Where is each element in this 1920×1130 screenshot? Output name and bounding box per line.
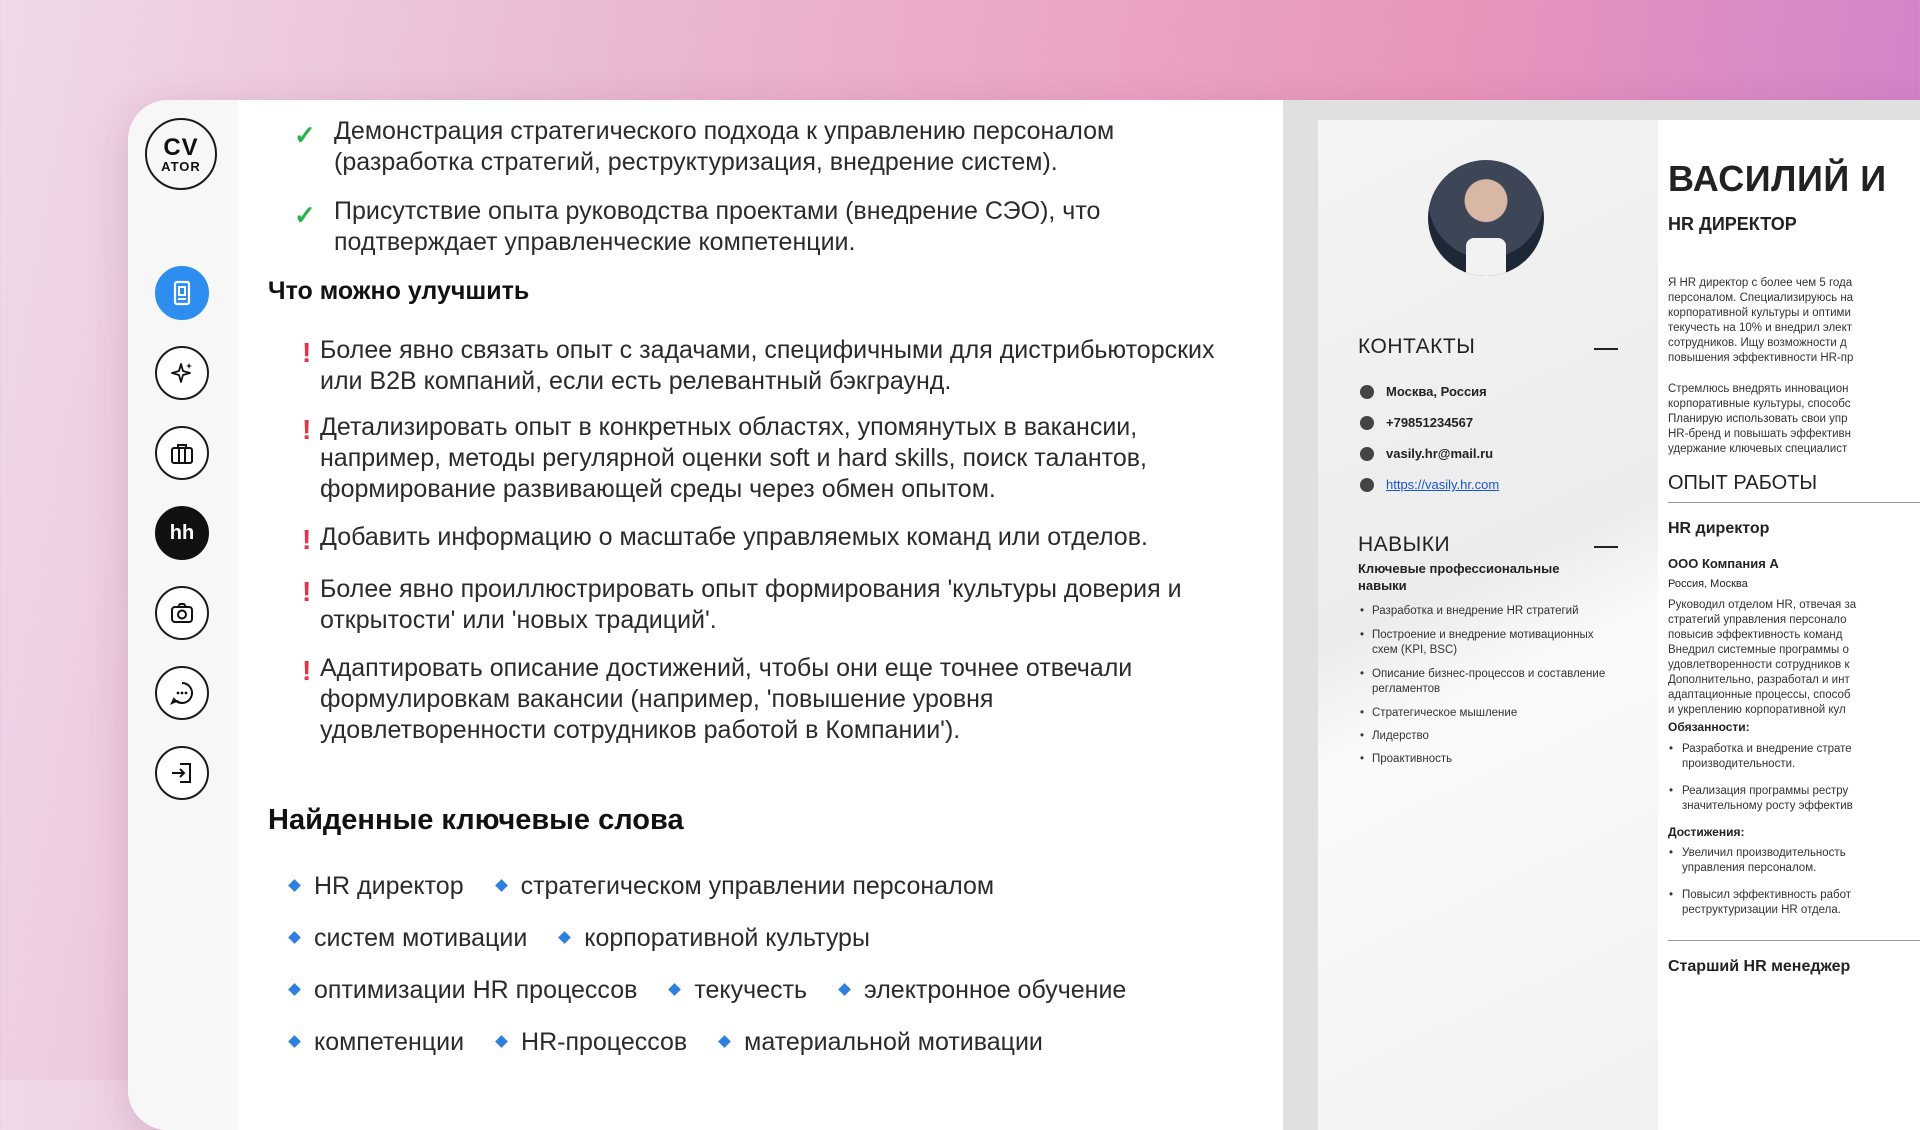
diamond-icon xyxy=(288,1035,301,1048)
keyword-tag xyxy=(720,1028,1043,1057)
diamond-icon xyxy=(718,1035,731,1048)
chat-icon xyxy=(168,679,196,707)
resume-right-column xyxy=(1658,120,1920,1130)
nav-logout-button[interactable] xyxy=(155,746,209,800)
skills-subtitle: Ключевые профессиональные навыки xyxy=(1358,561,1560,593)
logo-text-main: CV xyxy=(163,133,199,161)
collapse-skills-button[interactable] xyxy=(1594,546,1618,548)
warning-icon: ! xyxy=(302,524,312,555)
analysis-panel xyxy=(238,100,1283,1130)
keyword-tag xyxy=(290,1028,464,1057)
achievement-item: • Увеличил производительность управления персоналом. xyxy=(1682,846,1920,876)
company-name: ООО Компания А xyxy=(1668,556,1779,571)
collapse-contacts-button[interactable] xyxy=(1594,348,1618,350)
skill-item: • Построение и внедрение мотивационных схем (KPI, BSC) xyxy=(1372,628,1612,658)
skill-item: • Лидерство xyxy=(1372,729,1612,744)
keyword-text: корпоративной культуры xyxy=(584,924,870,952)
resume-icon xyxy=(168,279,196,307)
divider xyxy=(1668,940,1920,941)
app-window xyxy=(128,100,1920,1130)
resume-summary: Стремлюсь внедрять инновацион корпоративные культуры, способс Планирую использовать свои упр HR-бренд и повышать эффективн удержание ключевых специалист xyxy=(1668,383,1852,455)
keyword-row xyxy=(290,924,896,953)
job-title: HR директор xyxy=(1668,520,1770,537)
improvement-item: Более явно связать опыт с задачами, специфичными для дистрибьюторских или B2B компаний, если есть релевантный бэкграунд. xyxy=(320,336,1215,395)
skill-item: • Проактивность xyxy=(1372,752,1612,767)
hh-icon: hh xyxy=(169,521,195,544)
logout-icon xyxy=(168,759,196,787)
contact-phone: +79851234567 xyxy=(1360,415,1473,430)
experience-heading: ОПЫТ РАБОТЫ xyxy=(1668,472,1818,494)
achievement-item: • Повысил эффективность работ реструктуризации HR отдела. xyxy=(1682,888,1920,918)
keyword-tag xyxy=(290,872,464,901)
contact-city: Москва, Россия xyxy=(1360,384,1487,399)
resume-preview[interactable] xyxy=(1283,100,1920,1130)
location-icon xyxy=(1360,385,1374,399)
resume-left-column xyxy=(1318,120,1658,1130)
diamond-icon xyxy=(838,983,851,996)
nav-photo-button[interactable] xyxy=(155,586,209,640)
skill-item: • Разработка и внедрение HR стратегий xyxy=(1372,604,1612,619)
briefcase-icon xyxy=(168,439,196,467)
keyword-tag xyxy=(560,924,870,953)
keyword-row xyxy=(290,872,1020,901)
strength-item: Демонстрация стратегического подхода к управлению персоналом (разработка стратегий, реструктуризация, внедрение систем). xyxy=(334,117,1115,176)
nav-vacancies-button[interactable] xyxy=(155,426,209,480)
keyword-text: материальной мотивации xyxy=(744,1028,1043,1056)
improve-heading: Что можно улучшить xyxy=(268,277,530,305)
skill-item: • Стратегическое мышление xyxy=(1372,706,1612,721)
nav-resume-button[interactable] xyxy=(155,266,209,320)
resume-role: HR ДИРЕКТОР xyxy=(1668,214,1797,234)
keyword-text: электронное обучение xyxy=(864,976,1127,1004)
logo-text-sub: ATOR xyxy=(161,158,201,174)
diamond-icon xyxy=(558,931,571,944)
keyword-text: стратегическом управлении персоналом xyxy=(520,872,995,900)
keyword-text: оптимизации HR процессов xyxy=(314,976,638,1004)
skills-heading: НАВЫКИ xyxy=(1358,533,1451,556)
keyword-tag xyxy=(670,976,807,1005)
diamond-icon xyxy=(495,1035,508,1048)
improvement-item: Детализировать опыт в конкретных областях, упомянутых в вакансии, например, методы регулярной оценки soft и hard skills, поиск талантов, формирование развивающей среды через обмен опытом. xyxy=(320,413,1147,503)
keyword-text: текучесть xyxy=(694,976,808,1004)
check-icon: ✓ xyxy=(294,120,316,150)
sparkle-icon xyxy=(168,359,196,387)
job-title: Старший HR менеджер xyxy=(1668,958,1851,975)
resume-summary: Я HR директор с более чем 5 года персоналом. Специализируюсь на корпоративной культуры и оптими текучесть на 10% и внедрил элект сотрудников. Ищу возможности д повышения эффективности HR-пр xyxy=(1668,277,1854,364)
mail-icon xyxy=(1360,447,1374,461)
keyword-row xyxy=(290,1028,1069,1057)
skill-item: • Описание бизнес-процессов и составление регламентов xyxy=(1372,667,1612,697)
nav-ai-button[interactable] xyxy=(155,346,209,400)
check-icon: ✓ xyxy=(294,200,316,230)
diamond-icon xyxy=(668,983,681,996)
keyword-text: HR-процессов xyxy=(521,1028,688,1056)
keyword-tag xyxy=(290,976,637,1005)
contact-website[interactable]: https://vasily.hr.com xyxy=(1360,477,1499,492)
nav-chat-button[interactable] xyxy=(155,666,209,720)
keyword-tag xyxy=(290,924,527,953)
keyword-tag xyxy=(497,872,994,901)
duty-item: • Реализация программы рестру значительному росту эффектив xyxy=(1682,784,1920,814)
improvement-item: Добавить информацию о масштабе управляемых команд или отделов. xyxy=(320,523,1148,551)
phone-icon xyxy=(1360,416,1374,430)
achievements-heading: Достижения: xyxy=(1668,825,1745,839)
diamond-icon xyxy=(288,983,301,996)
job-description: Руководил отделом HR, отвечая за стратегий управления персонало повысив эффективность команд Внедрил системные программы о удовлетворенности сотрудников к Дополнительно, разработал и инт адаптационные процессы, способ и укреплению корпоративной кул xyxy=(1668,599,1857,716)
sidebar xyxy=(128,100,238,1130)
duty-item: • Разработка и внедрение страте производительности. xyxy=(1682,742,1920,772)
contact-email: vasily.hr@mail.ru xyxy=(1360,446,1493,461)
keyword-tag xyxy=(840,976,1126,1005)
contacts-heading: КОНТАКТЫ xyxy=(1358,335,1476,358)
keyword-text: компетенции xyxy=(314,1028,465,1056)
job-location: Россия, Москва xyxy=(1668,578,1748,590)
keywords-heading: Найденные ключевые слова xyxy=(268,804,684,836)
diamond-icon xyxy=(495,879,508,892)
warning-icon: ! xyxy=(302,576,312,607)
keyword-text: систем мотивации xyxy=(314,924,528,952)
cvator-logo[interactable] xyxy=(145,118,217,190)
diamond-icon xyxy=(288,879,301,892)
divider xyxy=(1668,502,1920,503)
keyword-row xyxy=(290,976,1152,1005)
camera-icon xyxy=(168,599,196,627)
resume-name: ВАСИЛИЙ И xyxy=(1668,158,1887,199)
nav-hh-button[interactable] xyxy=(155,506,209,560)
improvement-item: Более явно проиллюстрировать опыт формирования 'культуры доверия и открытости' или 'новых традиций'. xyxy=(320,575,1182,634)
warning-icon: ! xyxy=(302,337,312,368)
diamond-icon xyxy=(288,931,301,944)
avatar xyxy=(1428,160,1544,276)
keyword-text: HR директор xyxy=(314,872,464,900)
globe-icon xyxy=(1360,478,1374,492)
strength-item: Присутствие опыта руководства проектами (внедрение СЭО), что подтверждает управленческие компетенции. xyxy=(334,197,1101,256)
warning-icon: ! xyxy=(302,655,312,686)
improvement-item: Адаптировать описание достижений, чтобы они еще точнее отвечали формулировкам вакансии (например, 'повышение уровня удовлетворенности сотрудников работой в Компании'). xyxy=(320,654,1133,744)
duties-heading: Обязанности: xyxy=(1668,720,1750,734)
warning-icon: ! xyxy=(302,414,312,445)
keyword-tag xyxy=(497,1028,687,1057)
